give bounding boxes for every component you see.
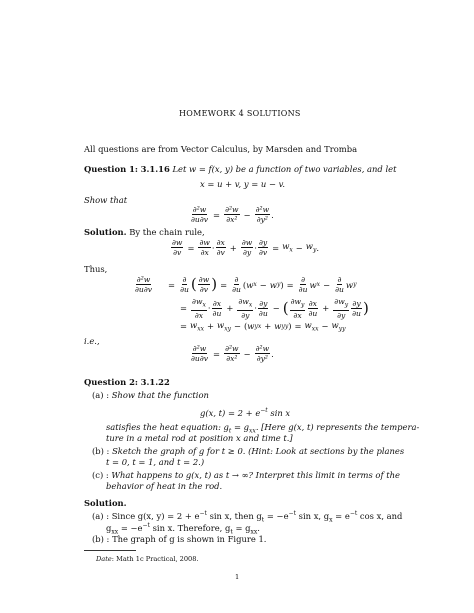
- q2-part-b: (b) : Sketch the graph of g for t ≥ 0. (Hint: Look at sections by the planes: [92, 446, 405, 456]
- question-1-label: Question 1:: [84, 164, 138, 174]
- ie-text: i.e.,: [84, 336, 100, 346]
- page-title: HOMEWORK 4 SOLUTIONS: [179, 109, 301, 118]
- equation-mixed-partial-1: $\frac{\text{∂²w}}{\partial u\partial v}$ = $\frac{\text{∂²w}}{\text{∂x²}}$ − $\frac{\text{∂²w}}{\text{∂y²}}$ .: [191, 205, 274, 224]
- question-2-heading: [84, 378, 170, 386]
- thus-text: Thus,: [84, 264, 108, 274]
- q2-part-c: (c) : What happens to g(x, t) as t → ∞? Interpret this limit in terms of the: [92, 470, 400, 480]
- solution-label-1: Solution.: [84, 227, 127, 237]
- q2-part-b-line2: t = 0, t = 1, and t = 2.): [106, 457, 205, 467]
- q2-solution-b: (b) : The graph of g is shown in Figure 1.: [92, 534, 267, 544]
- heat-line-2: ture in a metal rod at position x and time t.]: [106, 433, 293, 443]
- question-1-solution: [84, 228, 205, 236]
- derivation-line-3: = $w_{xx}$ + $w_{xy}$ − ( w yx + w yy ) = $w_{xx}$ − $w_{yy}$: [180, 320, 346, 333]
- solution-label-2: Solution.: [84, 498, 127, 508]
- q2-part-a: (a) : Show that the function: [92, 390, 209, 400]
- question-1-statement: Let w = f(x, y) be a function of two variables, and let: [172, 164, 397, 174]
- heat-function: g(x, $t) = 2 + e^{-t}$ sin x: [200, 407, 291, 418]
- derivation-line-1: $\frac{\text{∂²w}}{\partial u\partial v}$ = $\frac{\partial}{\partial u}$ ( $\frac{\partial w}{\partial v}$ ) = $\frac{\partial}{\partial u}$ ( w x − w y ) = $\frac{\partial}{\partial u}$ w x − $\frac{\partial}{\partial u}$ w y: [135, 275, 357, 294]
- question-1-heading: [84, 165, 396, 173]
- question-1-ref: 3.1.16: [140, 164, 170, 174]
- page-number: 1: [235, 573, 240, 581]
- question-2-ref: 3.1.22: [140, 377, 170, 387]
- q2-part-c-line2: behavior of heat in the rod.: [106, 481, 223, 491]
- heat-line-1: satisfies the heat equation: $g_t = g_{xx}$. [Here g(x, t) represents the tempera-: [106, 422, 420, 435]
- show-that-text: Show that: [84, 195, 128, 205]
- substitution-equation: x = u + v, y = u − v.: [200, 179, 286, 189]
- equation-chain-rule: $\frac{\partial w}{\partial v}$ = $\frac{\partial w}{\partial x}$ · $\frac{\partial x}{\partial v}$ + $\frac{\partial w}{\partial y}$ · $\frac{\partial y}{\partial v}$ = $w_x$ − $w_y$ .: [172, 238, 320, 257]
- q2-solution-a: (a) : Since g(x, $y) = 2 + e^{-t}$ sin x, then $g_t = -e^{-t}$ sin x, $g_x = e^{-t}$ cos x, and: [92, 510, 403, 524]
- solution-1-text: By the chain rule,: [129, 227, 205, 237]
- footnote: Date: Math 1c Practical, 2008.: [96, 555, 199, 563]
- footnote-rule: [84, 550, 136, 551]
- intro-text: All questions are from Vector Calculus, by Marsden and Tromba: [84, 144, 358, 154]
- derivation-line-2: = $\frac{\partial w_x}{\partial x}$ · $\frac{\partial x}{\partial u}$ + $\frac{\partial w_x}{\partial y}$ · $\frac{\partial y}{\partial u}$ − ( $\frac{\partial w_y}{\partial x}$ $\frac{\partial x}{\partial u}$ + $\frac{\partial w_y}{\partial y}$ $\frac{\partial y}{\partial u}$ ): [180, 297, 369, 320]
- equation-mixed-partial-2: $\frac{\text{∂²w}}{\partial u\partial v}$ = $\frac{\text{∂²w}}{\text{∂x²}}$ − $\frac{\text{∂²w}}{\text{∂y²}}$ .: [191, 344, 274, 363]
- q2-solution-a-line2: $g_{xx} = -e^{-t}$ sin x. Therefore, $g_t = g_{xx}$.: [106, 522, 260, 536]
- question-2-label: Question 2:: [84, 377, 138, 387]
